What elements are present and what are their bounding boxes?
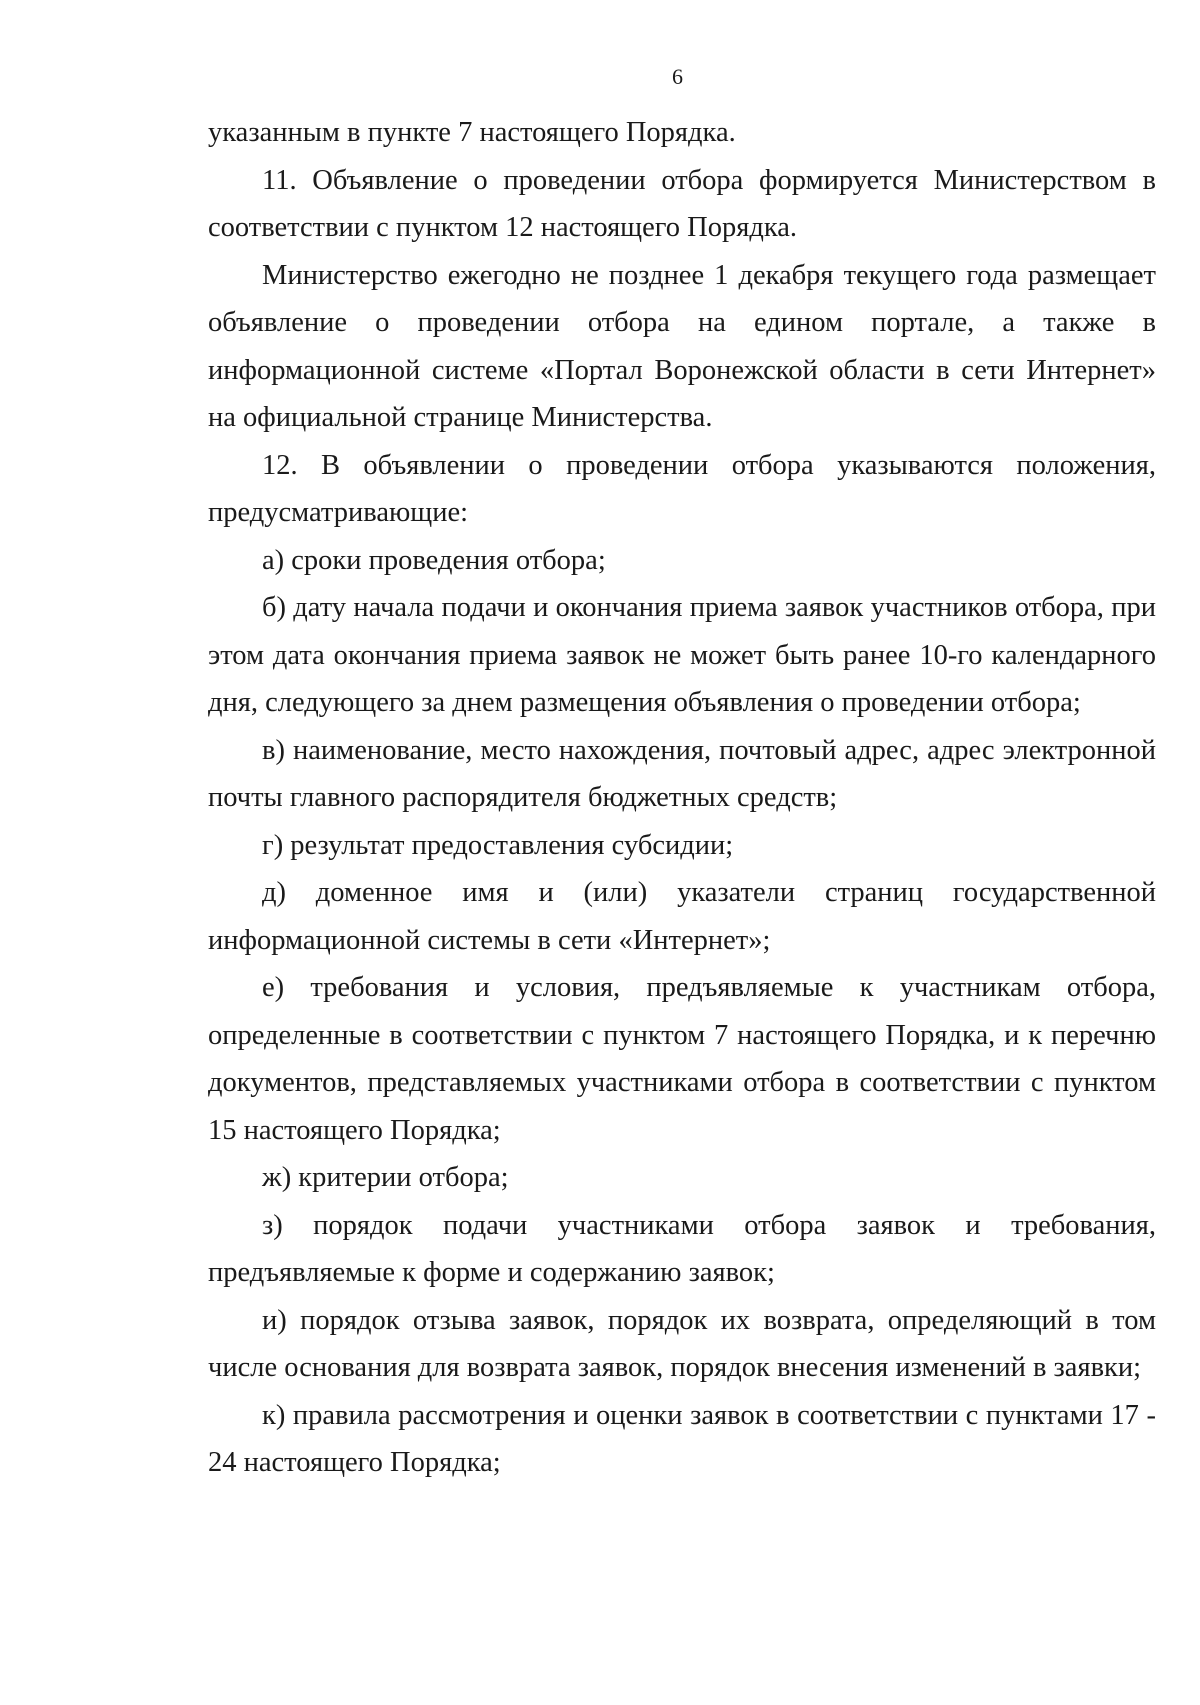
list-item-z: з) порядок подачи участниками отбора заявок и требования, предъявляемые к форме и содержанию заявок; xyxy=(208,1209,1156,1288)
paragraph-continuation: указанным в пункте 7 настоящего Порядка. xyxy=(208,117,736,148)
list-item-v: в) наименование, место нахождения, почтовый адрес, адрес электронной почты главного распорядителя бюджетных средств; xyxy=(208,734,1156,813)
paragraph-item-12: 12. В объявлении о проведении отбора указываются положения, предусматривающие: xyxy=(208,449,1156,528)
list-item-d: д) доменное имя и (или) указатели страниц государственной информационной системы в сети «Интернет»; xyxy=(208,877,1156,956)
list-item-i: и) порядок отзыва заявок, порядок их возврата, определяющий в том числе основания для возврата заявок, порядок внесения изменений в заявки; xyxy=(208,1304,1156,1383)
list-item-a: а) сроки проведения отбора; xyxy=(262,544,606,576)
paragraph-ministry-announcement: Министерство ежегодно не позднее 1 декабря текущего года размещает объявление о проведении отбора на едином портале, а также в информационной системе «Портал Воронежской области в сети Интернет» на официальной странице Министерства. xyxy=(208,259,1156,433)
list-item-e: е) требования и условия, предъявляемые к участникам отбора, определенные в соответствии с пунктом 7 настоящего Порядка, и к перечню документов, представляемых участниками отбора в соответствии с пунктом 15 настоящего Порядка; xyxy=(208,972,1156,1146)
document-body xyxy=(208,109,1156,1487)
list-item-zh: ж) критерии отбора; xyxy=(262,1162,509,1193)
page-number: 6 xyxy=(672,64,683,89)
list-item-g: г) результат предоставления субсидии; xyxy=(262,829,734,861)
list-item-k: к) правила рассмотрения и оценки заявок в соответствии с пунктами 17 - 24 настоящего Порядка; xyxy=(208,1399,1156,1478)
list-item-b: б) дату начала подачи и окончания приема заявок участников отбора, при этом дата окончания приема заявок не может быть ранее 10-го календарного дня, следующего за днем размещения объявления о проведении отбора; xyxy=(208,592,1156,718)
paragraph-item-11: 11. Объявление о проведении отбора формируется Министерством в соответствии с пунктом 12 настоящего Порядка. xyxy=(208,164,1156,243)
